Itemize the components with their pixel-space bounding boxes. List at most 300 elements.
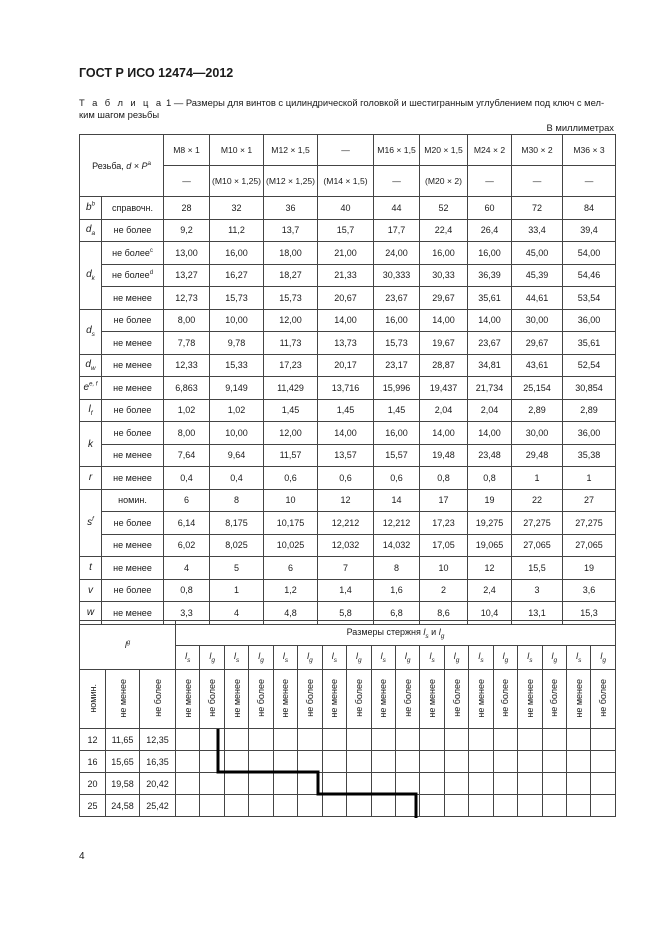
value-cell: 23,17 — [374, 354, 420, 377]
value-cell: 17,23 — [420, 512, 468, 535]
value-cell: 29,67 — [420, 287, 468, 310]
symbol: l — [502, 651, 505, 662]
empty-cell — [322, 729, 346, 751]
value-cell: 12 — [468, 557, 512, 580]
value-cell: 15,5 — [512, 557, 563, 580]
value-cell: 6 — [264, 557, 318, 580]
length-min: 15,65 — [106, 751, 140, 773]
symbol: l — [551, 651, 554, 662]
dimension-row — [80, 557, 616, 580]
value-cell: 13,27 — [164, 264, 210, 287]
value-cell: 18,00 — [264, 242, 318, 265]
symbol: w — [86, 607, 95, 619]
empty-cell — [542, 729, 566, 751]
symbol-superscript: b — [91, 202, 95, 209]
ls-cell — [469, 646, 493, 670]
value-cell: 13,00 — [164, 242, 210, 265]
symbol: l — [307, 651, 310, 662]
value-cell: 17,05 — [420, 534, 468, 557]
value-cell: 1 — [210, 579, 264, 602]
vertical-label: не менее — [117, 678, 128, 718]
dimension-symbol — [86, 269, 95, 280]
symbol: l — [185, 651, 188, 662]
limit-label: не более — [113, 427, 152, 438]
lg-symbol — [355, 651, 362, 664]
symbol: l — [233, 651, 236, 662]
dimension-symbol — [88, 439, 93, 450]
pair-label-cell — [347, 670, 371, 729]
ls-symbol — [282, 651, 289, 664]
length-min: 19,58 — [106, 773, 140, 795]
length-column-label — [106, 670, 140, 729]
empty-cell — [395, 795, 419, 817]
lg-symbol — [453, 651, 460, 664]
value-cell: 12,212 — [318, 512, 374, 535]
limit-label-cell — [102, 287, 164, 310]
dimension-row — [80, 512, 616, 535]
ls-symbol — [380, 651, 386, 664]
empty-cell — [224, 729, 248, 751]
length-column-label — [140, 670, 176, 729]
dimension-symbol-cell — [80, 579, 102, 602]
lg-symbol — [258, 651, 264, 664]
lg-cell — [249, 646, 273, 670]
value-cell: 32 — [210, 197, 264, 220]
thread-alt-cell: (M20 × 2) — [420, 166, 468, 197]
length-nominal: 20 — [80, 773, 106, 795]
empty-cell — [591, 795, 615, 817]
symbol-subscript: g — [309, 656, 313, 664]
limit-label-cell — [102, 377, 164, 400]
empty-cell — [567, 773, 591, 795]
value-cell: 21,00 — [318, 242, 374, 265]
empty-cell — [420, 773, 444, 795]
pair-label-cell — [371, 670, 395, 729]
pair-label-cell — [298, 670, 322, 729]
empty-cell — [567, 751, 591, 773]
value-cell: 10 — [264, 489, 318, 512]
caption-label: Т а б л и ц а — [79, 97, 164, 108]
empty-cell — [444, 795, 468, 817]
empty-cell — [420, 729, 444, 751]
dimension-symbol-cell — [80, 197, 102, 220]
value-cell: 3,6 — [563, 579, 616, 602]
value-cell: 14,00 — [468, 309, 512, 332]
limit-label: не более — [111, 270, 150, 281]
empty-cell — [347, 795, 371, 817]
vertical-label: не менее — [182, 678, 193, 718]
symbol: l — [331, 651, 334, 662]
value-cell: 1,45 — [374, 399, 420, 422]
value-cell: 12,00 — [264, 422, 318, 445]
symbol: l — [404, 651, 407, 662]
empty-cell — [420, 751, 444, 773]
length-row — [80, 773, 616, 795]
value-cell: 11,429 — [264, 377, 318, 400]
empty-cell — [200, 795, 224, 817]
limit-label: не более — [113, 517, 152, 528]
ls-symbol — [233, 651, 240, 664]
value-cell: 36,00 — [563, 309, 616, 332]
caption-text: — Размеры для винтов с цилиндрической головкой и шестигранным углублением под ключ с мел-ким шагом резьбы — [79, 97, 605, 120]
value-cell: 0,6 — [264, 467, 318, 490]
limit-label-cell — [102, 444, 164, 467]
symbol-superscript: e, f — [89, 382, 98, 389]
limit-label: справочн. — [111, 202, 154, 213]
value-cell: 15,73 — [264, 287, 318, 310]
value-cell: 27 — [563, 489, 616, 512]
value-cell: 30,00 — [512, 309, 563, 332]
limit-label: не менее — [113, 607, 152, 618]
symbol-subscript: g — [211, 656, 215, 664]
value-cell: 15,73 — [210, 287, 264, 310]
dimension-row — [80, 264, 616, 287]
value-cell: 19,437 — [420, 377, 468, 400]
symbol: k — [88, 438, 93, 450]
thread-alt-cell: (M14 × 1,5) — [318, 166, 374, 197]
thread-header-cell — [80, 135, 164, 197]
length-min: 24,58 — [106, 795, 140, 817]
limit-label: не менее — [113, 382, 152, 393]
empty-cell — [273, 751, 297, 773]
empty-cell — [200, 729, 224, 751]
value-cell: 9,149 — [210, 377, 264, 400]
empty-cell — [176, 751, 200, 773]
length-nominal: 16 — [80, 751, 106, 773]
value-cell: 30,33 — [420, 264, 468, 287]
thread-cell: M24 × 2 — [468, 135, 512, 166]
symbol-subscript: s — [480, 656, 484, 664]
symbol: r — [88, 472, 93, 484]
value-cell: 8,00 — [164, 422, 210, 445]
dimension-row — [80, 422, 616, 445]
value-cell: 1 — [563, 467, 616, 490]
symbol-subscript: s — [284, 656, 289, 664]
value-cell: 20,17 — [318, 354, 374, 377]
value-cell: 12,032 — [318, 534, 374, 557]
limit-label-cell — [102, 399, 164, 422]
vertical-label: не более — [500, 679, 511, 717]
limit-label: не менее — [113, 472, 152, 483]
vertical-label: не менее — [329, 678, 340, 718]
limit-label-cell — [102, 467, 164, 490]
value-cell: 16,27 — [210, 264, 264, 287]
page-number: 4 — [79, 851, 85, 862]
value-cell: 0,8 — [420, 467, 468, 490]
value-cell: 10 — [420, 557, 468, 580]
value-cell: 19 — [468, 489, 512, 512]
lg-cell — [591, 646, 615, 670]
value-cell: 44,61 — [512, 287, 563, 310]
value-cell: 52 — [420, 197, 468, 220]
thread-header-symbol: d × P — [126, 160, 148, 171]
symbol: l — [527, 651, 530, 662]
value-cell: 72 — [512, 197, 563, 220]
empty-cell — [469, 795, 493, 817]
symbol: l — [478, 651, 481, 662]
value-cell: 1,02 — [164, 399, 210, 422]
thread-cell: M12 × 1,5 — [264, 135, 318, 166]
length-min: 11,65 — [106, 729, 140, 751]
ls-cell — [518, 646, 542, 670]
empty-cell — [176, 795, 200, 817]
symbol-subscript: s — [529, 656, 533, 664]
value-cell: 3 — [512, 579, 563, 602]
dimension-symbol — [86, 202, 95, 213]
value-cell: 16,00 — [374, 422, 420, 445]
value-cell: 54,00 — [563, 242, 616, 265]
symbol: d — [85, 358, 91, 370]
dimension-row — [80, 534, 616, 557]
limit-label: не менее — [113, 337, 152, 348]
pair-label-cell — [444, 670, 468, 729]
vertical-label: не менее — [524, 678, 535, 718]
value-cell: 12,212 — [374, 512, 420, 535]
value-cell: 2 — [420, 579, 468, 602]
thread-alt-cell: (M10 × 1,25) — [210, 166, 264, 197]
thread-header-text: Резьба, — [92, 160, 127, 171]
symbol: l — [258, 651, 261, 662]
limit-label: номин. — [118, 495, 147, 506]
value-cell: 15,73 — [374, 332, 420, 355]
vertical-label: не менее — [378, 678, 389, 718]
value-cell: 0,8 — [468, 467, 512, 490]
thread-cell: M30 × 2 — [512, 135, 563, 166]
value-cell: 17 — [420, 489, 468, 512]
dimension-symbol-cell — [80, 309, 102, 354]
pair-label-cell — [176, 670, 200, 729]
value-cell: 10,00 — [210, 422, 264, 445]
value-cell: 15,7 — [318, 219, 374, 242]
lg-cell — [298, 646, 322, 670]
limit-label: не менее — [113, 450, 152, 461]
lg-cell — [200, 646, 224, 670]
empty-cell — [249, 773, 273, 795]
dimension-row — [80, 467, 616, 490]
value-cell: 1,4 — [318, 579, 374, 602]
lg-header-symbol — [125, 640, 130, 650]
length-row — [80, 729, 616, 751]
value-cell: 12 — [318, 489, 374, 512]
caption-number: 1 — [166, 97, 172, 108]
value-cell: 19 — [563, 557, 616, 580]
limit-label-cell — [102, 332, 164, 355]
length-max: 20,42 — [140, 773, 176, 795]
value-cell: 6 — [164, 489, 210, 512]
dimension-symbol-cell — [80, 219, 102, 242]
limit-label: не более — [113, 405, 152, 416]
value-cell: 53,54 — [563, 287, 616, 310]
value-cell: 16,00 — [420, 242, 468, 265]
thread-row — [80, 135, 616, 166]
length-nominal: 12 — [80, 729, 106, 751]
symbol-subscript: w — [90, 364, 96, 372]
empty-cell — [542, 773, 566, 795]
symbol-subscript: s — [431, 656, 435, 664]
limit-label-cell — [102, 557, 164, 580]
value-cell: 10,00 — [210, 309, 264, 332]
value-cell: 7,78 — [164, 332, 210, 355]
vertical-label: номин. — [87, 683, 98, 713]
value-cell: 7 — [318, 557, 374, 580]
empty-cell — [200, 773, 224, 795]
empty-cell — [249, 751, 273, 773]
value-cell: 5,8 — [318, 602, 374, 625]
pair-label-cell — [249, 670, 273, 729]
value-cell: 13,1 — [512, 602, 563, 625]
empty-cell — [591, 729, 615, 751]
empty-cell — [298, 795, 322, 817]
empty-cell — [444, 751, 468, 773]
empty-cell — [224, 795, 248, 817]
thread-cell: — — [318, 135, 374, 166]
vertical-label: не более — [402, 679, 413, 717]
value-cell: 27,275 — [512, 512, 563, 535]
value-cell: 12,33 — [164, 354, 210, 377]
value-cell: 45,00 — [512, 242, 563, 265]
thread-cell: M36 × 3 — [563, 135, 616, 166]
empty-cell — [273, 795, 297, 817]
empty-cell — [493, 773, 517, 795]
value-cell: 1 — [512, 467, 563, 490]
empty-cell — [469, 729, 493, 751]
empty-cell — [420, 795, 444, 817]
lg-cell — [542, 646, 566, 670]
symbol: s — [87, 517, 93, 529]
pair-label-cell — [542, 670, 566, 729]
value-cell: 0,8 — [164, 579, 210, 602]
value-cell: 14,00 — [420, 309, 468, 332]
empty-cell — [567, 795, 591, 817]
value-cell: 35,38 — [563, 444, 616, 467]
value-cell: 0,6 — [374, 467, 420, 490]
limit-label-cell — [102, 534, 164, 557]
lg-cell — [444, 646, 468, 670]
empty-cell — [591, 773, 615, 795]
value-cell: 9,78 — [210, 332, 264, 355]
value-cell: 14,00 — [468, 422, 512, 445]
length-max: 16,35 — [140, 751, 176, 773]
value-cell: 17,7 — [374, 219, 420, 242]
value-cell: 14,00 — [318, 422, 374, 445]
empty-cell — [347, 773, 371, 795]
symbol-subscript: s — [235, 656, 240, 664]
symbol-subscript: g — [504, 656, 509, 664]
pair-label-cell — [518, 670, 542, 729]
dimension-row — [80, 399, 616, 422]
dimension-symbol-cell — [80, 467, 102, 490]
empty-cell — [395, 751, 419, 773]
empty-cell — [469, 751, 493, 773]
symbol-subscript: s — [187, 656, 191, 664]
value-cell: 84 — [563, 197, 616, 220]
ls-cell — [176, 646, 200, 670]
value-cell: 10,4 — [468, 602, 512, 625]
limit-label-cell — [102, 354, 164, 377]
empty-cell — [224, 773, 248, 795]
value-cell: 2,4 — [468, 579, 512, 602]
limit-label-cell — [102, 242, 164, 265]
thread-header-note: a — [147, 160, 151, 167]
empty-cell — [591, 751, 615, 773]
shank-table — [79, 620, 616, 817]
thread-alt-cell: (M12 × 1,25) — [264, 166, 318, 197]
value-cell: 30,00 — [512, 422, 563, 445]
limit-label-cell — [102, 512, 164, 535]
symbol: l — [282, 651, 285, 662]
pair-label-cell — [567, 670, 591, 729]
dimension-row — [80, 197, 616, 220]
value-cell: 6,14 — [164, 512, 210, 535]
value-cell: 21,33 — [318, 264, 374, 287]
symbol: l — [438, 626, 441, 637]
dimension-row — [80, 309, 616, 332]
empty-cell — [542, 795, 566, 817]
dimension-symbol — [84, 382, 98, 393]
value-cell: 36 — [264, 197, 318, 220]
value-cell: 44 — [374, 197, 420, 220]
thread-alt-cell: — — [512, 166, 563, 197]
pair-label-cell — [493, 670, 517, 729]
thread-alt-cell: — — [563, 166, 616, 197]
symbol-subscript: f — [90, 409, 93, 417]
thread-cell: M10 × 1 — [210, 135, 264, 166]
empty-cell — [493, 729, 517, 751]
value-cell: 10,025 — [264, 534, 318, 557]
vertical-label: не менее — [475, 678, 486, 718]
value-cell: 8 — [210, 489, 264, 512]
empty-cell — [395, 729, 419, 751]
lg-cell — [347, 646, 371, 670]
limit-label: не более — [113, 585, 152, 596]
lg-symbol — [600, 651, 606, 664]
empty-cell — [298, 773, 322, 795]
dimension-row — [80, 377, 616, 400]
limit-label-cell — [102, 309, 164, 332]
thread-cell: M8 × 1 — [164, 135, 210, 166]
value-cell: 60 — [468, 197, 512, 220]
empty-cell — [249, 795, 273, 817]
lg-cell — [493, 646, 517, 670]
dimension-row — [80, 444, 616, 467]
symbol: l — [88, 403, 91, 415]
value-cell: 52,54 — [563, 354, 616, 377]
value-cell: 39,4 — [563, 219, 616, 242]
dimension-row — [80, 354, 616, 377]
limit-label: не менее — [113, 562, 152, 573]
value-cell: 1,2 — [264, 579, 318, 602]
empty-cell — [347, 751, 371, 773]
value-cell: 27,275 — [563, 512, 616, 535]
value-cell: 11,2 — [210, 219, 264, 242]
value-cell: 27,065 — [512, 534, 563, 557]
thread-alt-cell: — — [164, 166, 210, 197]
length-row — [80, 751, 616, 773]
empty-cell — [518, 795, 542, 817]
value-cell: 1,45 — [318, 399, 374, 422]
empty-cell — [371, 773, 395, 795]
limit-note: d — [149, 270, 154, 277]
shank-header-row — [80, 621, 616, 646]
value-cell: 4 — [164, 557, 210, 580]
lg-symbol — [209, 651, 215, 664]
value-cell: 9,64 — [210, 444, 264, 467]
value-cell: 1,6 — [374, 579, 420, 602]
value-cell: 27,065 — [563, 534, 616, 557]
value-cell: 15,57 — [374, 444, 420, 467]
ls-cell — [371, 646, 395, 670]
empty-cell — [493, 751, 517, 773]
